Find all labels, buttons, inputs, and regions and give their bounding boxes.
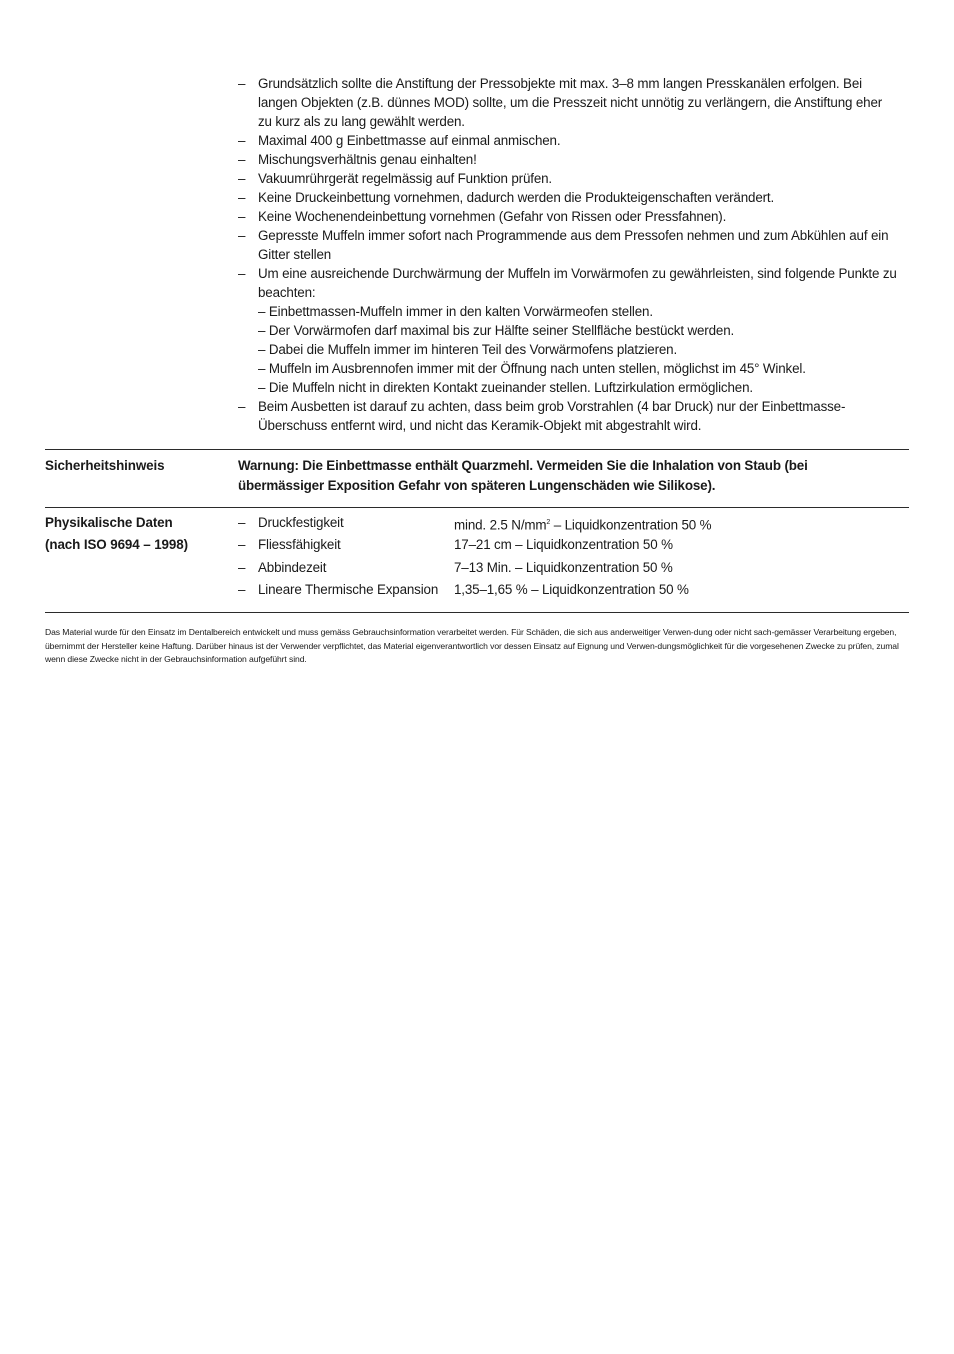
property-value: 1,35–1,65 % – Liquidkonzentration 50 % (454, 582, 689, 597)
property-name: Druckfestigkeit (258, 515, 344, 530)
instruction-item (238, 131, 898, 150)
bullet-dash: – (238, 582, 246, 597)
safety-label: Sicherheitshinweis (45, 458, 165, 473)
physical-data-row (238, 512, 878, 534)
property-name: Abbindezeit (258, 560, 327, 575)
instruction-item (238, 188, 898, 207)
physical-data-row (238, 579, 878, 601)
sub-item: – Der Vorwärmofen darf maximal bis zur Hälfte seiner Stellfläche bestückt werden. (258, 323, 735, 338)
instruction-text: Um eine ausreichende Durchwärmung der Muffeln im Vorwärmofen zu gewährleisten, sind folgende Punkte zu beachten: (258, 266, 897, 300)
bullet-dash: – (238, 209, 246, 224)
property-name: Lineare Thermische Expansion (258, 582, 439, 597)
physical-data-standard: (nach ISO 9694 – 1998) (45, 537, 188, 552)
property-value: 17–21 cm – Liquidkonzentration 50 % (454, 537, 673, 552)
sub-item: – Einbettmassen-Muffeln immer in den kalten Vorwärmeofen stellen. (258, 304, 653, 319)
bullet-dash: – (238, 152, 246, 167)
instruction-item (238, 264, 898, 397)
instruction-item (238, 74, 898, 131)
instruction-item (238, 150, 898, 169)
safety-warning-text: Warnung: Die Einbettmasse enthält Quarzmehl. Vermeiden Sie die Inhalation von Staub (bei übermässiger Exposition Gefahr von späteren Lungenschäden wie Silikose). (238, 458, 808, 493)
instruction-text: Grundsätzlich sollte die Anstiftung der Pressobjekte mit max. 3–8 mm langen Presskanälen erfolgen. Bei langen Objekten (z.B. dünnes MOD) sollte, um die Presszeit nicht unnötig zu verlängern, die Anstiftung eher zu kurz als zu lang gewählt werden. (258, 76, 883, 129)
legal-disclaimer: Das Material wurde für den Einsatz im Dentalbereich entwickelt und muss gemäss Gebrauchsinformation verarbeitet werden. Für Schäden, die sich aus anderweitiger Verwen-dung oder nicht sach-gemässer Verarbeitung ergeben, übernimmt der Hersteller keine Haftung. Darüber hinaus ist der Verwender verpflichtet, das Material eigenverantwortlich vor dessen Einsatz auf Eignung und Verwen-dungsmöglichkeit für die vorgesehenen Zwecke zu prüfen, zumal wenn diese Zwecke nicht in der Gebrauchsinformation aufgeführt sind. (45, 627, 899, 664)
sub-item: – Muffeln im Ausbrennofen immer mit der Öffnung nach unten stellen, möglichst im 45° Winkel. (258, 361, 806, 376)
bullet-dash: – (238, 537, 246, 552)
physical-data-row (238, 534, 878, 556)
section-divider (45, 507, 909, 508)
superscript: 2 (546, 519, 551, 526)
bullet-dash: – (238, 266, 246, 281)
bullet-dash: – (238, 560, 246, 575)
bullet-dash: – (238, 76, 246, 91)
instruction-text: Keine Druckeinbettung vornehmen, dadurch werden die Produkteigenschaften verändert. (258, 190, 775, 205)
instruction-text: Keine Wochenendeinbettung vornehmen (Gefahr von Rissen oder Pressfahnen). (258, 209, 727, 224)
property-value: 7–13 Min. – Liquidkonzentration 50 % (454, 560, 673, 575)
physical-data-row (238, 557, 878, 579)
sub-item: – Dabei die Muffeln immer im hinteren Teil des Vorwärmofens platzieren. (258, 342, 678, 357)
physical-data-label: Physikalische Daten (45, 515, 173, 530)
section-divider (45, 612, 909, 613)
instruction-text: Maximal 400 g Einbettmasse auf einmal anmischen. (258, 133, 561, 148)
instruction-list (238, 74, 898, 435)
bullet-dash: – (238, 133, 246, 148)
instruction-item (238, 226, 898, 264)
bullet-dash: – (238, 515, 246, 530)
instruction-item (238, 169, 898, 188)
property-name: Fliessfähigkeit (258, 537, 341, 552)
bullet-dash: – (238, 190, 246, 205)
section-divider (45, 449, 909, 450)
sub-item: – Die Muffeln nicht in direkten Kontakt zueinander stellen. Luftzirkulation ermöglichen. (258, 380, 753, 395)
bullet-dash: – (238, 228, 246, 243)
instruction-text: Gepresste Muffeln immer sofort nach Programmende aus dem Pressofen nehmen und zum Abkühlen auf ein Gitter stellen (258, 228, 889, 262)
instruction-text: Mischungsverhältnis genau einhalten! (258, 152, 477, 167)
bullet-dash: – (238, 399, 246, 414)
bullet-dash: – (238, 171, 246, 186)
instruction-item (238, 207, 898, 226)
instruction-text: Vakuumrührgerät regelmässig auf Funktion prüfen. (258, 171, 552, 186)
property-value: mind. 2.5 $N/mm^2$ – Liquidkonzentration 50 % (454, 517, 712, 533)
instruction-item (238, 397, 898, 435)
instruction-text: Beim Ausbetten ist darauf zu achten, dass beim grob Vorstrahlen (4 bar Druck) nur der Einbettmasse-Überschuss entfernt wird, und nicht das Keramik-Objekt mit abgestrahlt wird. (258, 399, 846, 433)
